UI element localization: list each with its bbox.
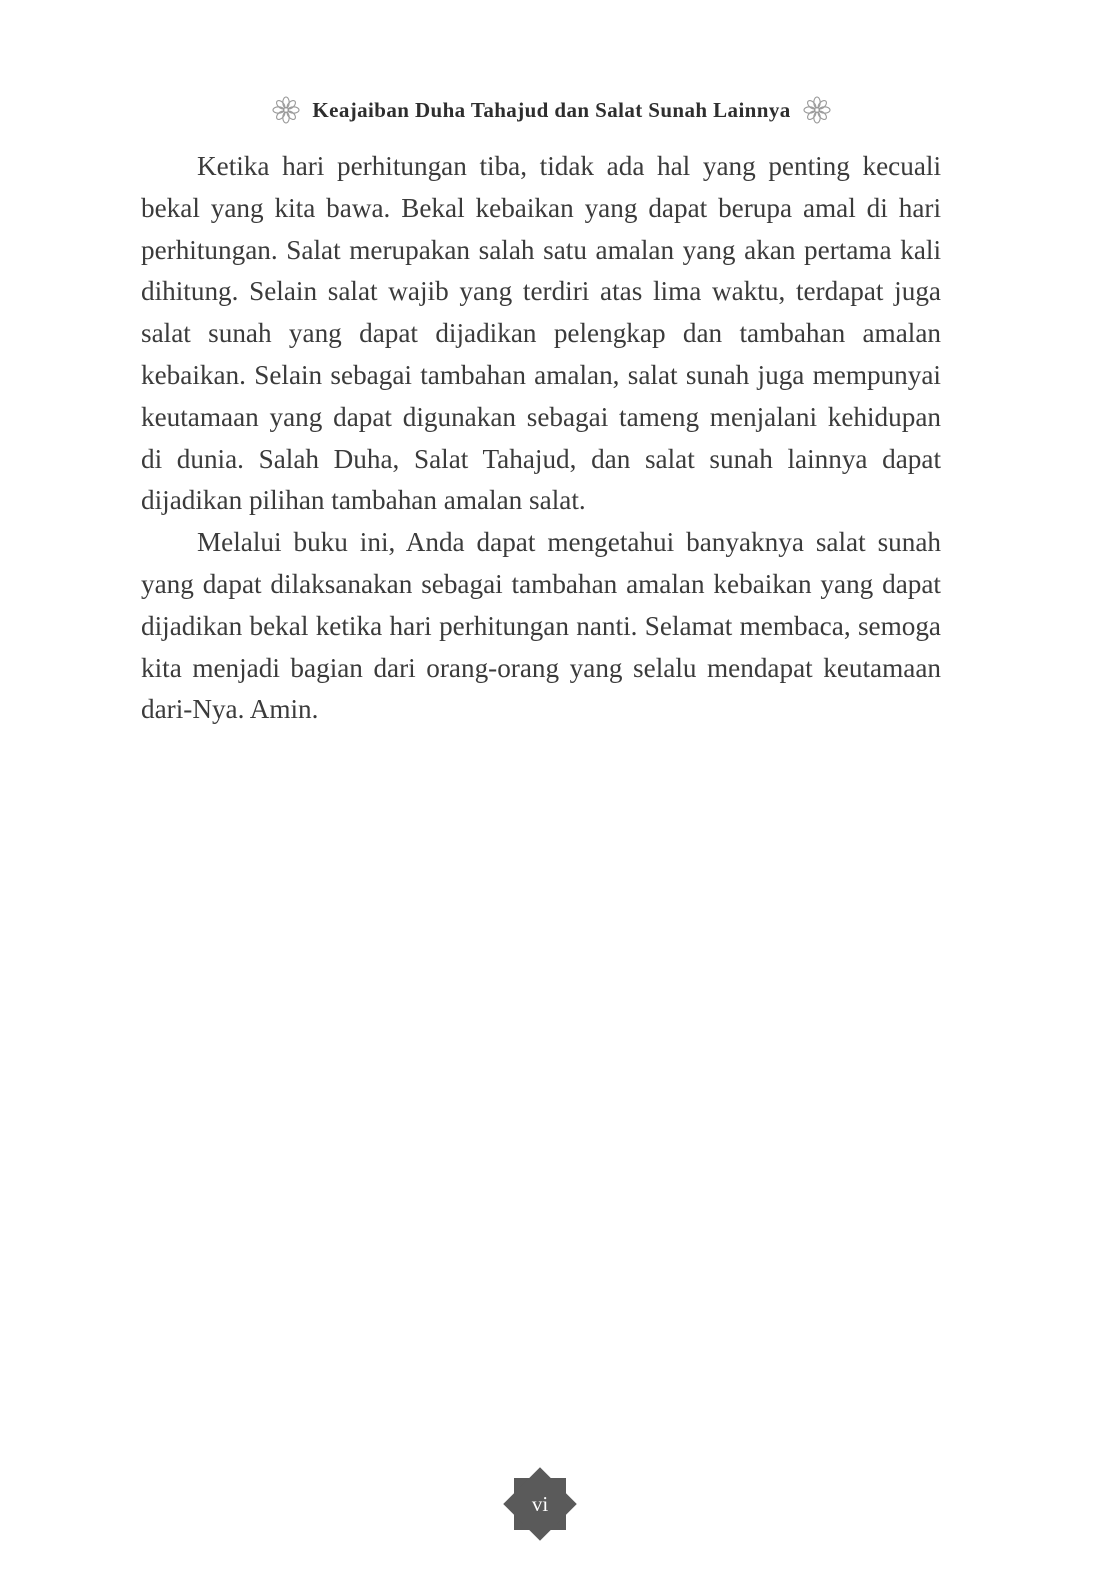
paragraph: Ketika hari perhitungan tiba, tidak ada hal yang penting kecuali bekal yang kita bawa. Bekal kebaikan yang dapat berupa amal di hari perhitungan. Salat merupakan salah satu amalan yang akan pertama kali dihitung. Selain salat wajib yang terdiri atas lima waktu, terdapat juga salat sunah yang dapat dijadikan pelengkap dan tambahan amalan kebaikan. Selain sebagai tambahan amalan, salat sunah juga mempunyai keutamaan yang dapat digunakan sebagai tameng menjalani kehidupan di dunia. Salah Duha, Salat Tahajud, dan salat sunah lainnya dapat dijadikan pilihan tambahan amalan salat. <box>141 151 941 516</box>
paragraph: Melalui buku ini, Anda dapat mengetahui banyaknya salat sunah yang dapat dilaksanakan sebagai tambahan amalan kebaikan yang dapat dijadikan bekal ketika hari perhitungan nanti. Selamat membaca, semoga kita menjadi bagian dari orang-orang yang selalu mendapat keutamaan dari-Nya. Amin. <box>141 527 941 725</box>
flower-ornament-icon <box>270 94 302 126</box>
running-header-title: Keajaiban Duha Tahajud dan Salat Sunah Lainnya <box>312 97 791 122</box>
flower-ornament-icon <box>801 94 833 126</box>
body-text <box>141 146 941 731</box>
page-number-badge <box>500 1464 580 1544</box>
running-header <box>0 90 1103 130</box>
page-number: vi <box>531 1491 549 1516</box>
